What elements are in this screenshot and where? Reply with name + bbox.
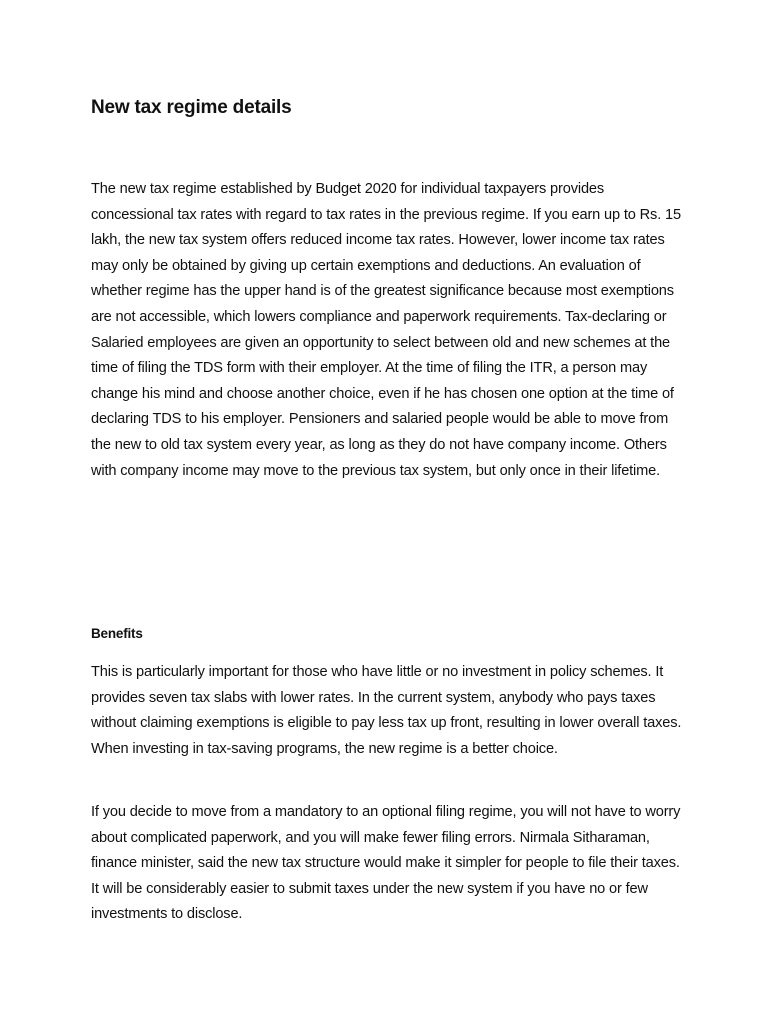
benefits-paragraph-1: This is particularly important for those who have little or no investment in policy schemes. It provides seven tax slabs with lower rates. In the current system, anybody who pays taxes without claiming exemptions is eligible to pay less tax up front, resulting in lower overall taxes. When investing in tax-saving programs, the new regime is a better choice.: [91, 664, 682, 757]
benefits-heading: Benefits: [91, 626, 143, 641]
benefits-paragraph-2: If you decide to move from a mandatory to an optional filing regime, you will not have to worry about complicated paperwork, and you will make fewer filing errors. Nirmala Sitharaman, finance minister, said the new tax structure would make it simpler for people to file their taxes. It will be considerably easier to submit taxes under the new system if you have no or few investments to disclose.: [91, 804, 681, 923]
document-title: New tax regime details: [91, 97, 292, 118]
intro-paragraph: The new tax regime established by Budget 2020 for individual taxpayers provides concessional tax rates with regard to tax rates in the previous regime. If you earn up to Rs. 15 lakh, the new tax system offers reduced income tax rates. However, lower income tax rates may only be obtained by giving up certain exemptions and deductions. An evaluation of whether regime has the upper hand is of the greatest significance because most exemptions are not accessible, which lowers compliance and paperwork requirements. Tax-declaring or Salaried employees are given an opportunity to select between old and new schemes at the time of filing the TDS form with their employer. At the time of filing the ITR, a person may change his mind and choose another choice, even if he has chosen one option at the time of declaring TDS to his employer. Pensioners and salaried people would be able to move from the new to old tax system every year, as long as they do not have company income. Others with company income may move to the previous tax system, but only once in their lifetime.: [91, 181, 681, 479]
